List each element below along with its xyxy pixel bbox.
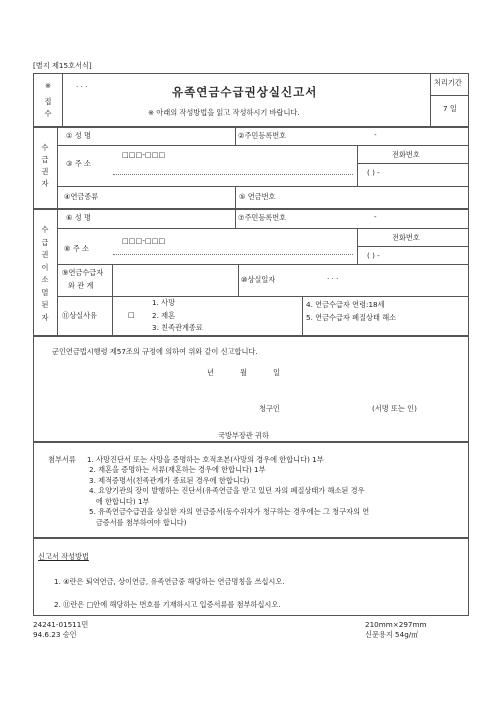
date-day-label: 일: [273, 368, 280, 377]
processing-label: 처리기간: [434, 78, 462, 87]
reason-option-1: 1. 사망: [152, 298, 176, 307]
processing-value: 7 일: [443, 104, 457, 113]
form-label: [별지 제15호서식]: [33, 61, 92, 70]
receipt-label: 접수: [44, 97, 52, 118]
attachment-item: 5. 유족연금수급권을 상실한 자의 연금증서(동수위자가 청구하는 경우에는 그 청구자의 연: [89, 507, 370, 517]
page-title: 유족연금수급권상실신고서: [172, 85, 318, 99]
recipient-rrn-label: ②주민등록번호: [238, 131, 287, 140]
footer-size: 210mm×297mm: [365, 620, 427, 629]
reason-option-5: 5. 연금수급자 폐질상태 해소: [306, 313, 397, 322]
loss-date-field[interactable]: · · ·: [327, 274, 339, 283]
attachments-list: [87, 455, 463, 528]
pension-number-label: ⑤ 연금번호: [239, 192, 276, 201]
attachment-item: 1. 사망진단서 또는 사망을 증명하는 호적초본(사망의 경우에 한합니다) 1부: [87, 455, 324, 464]
loss-reason-checkbox[interactable]: □: [128, 310, 135, 319]
guide-item-2: 2. ⑪란은 □안에 해당하는 번호를 기재하시고 입증서류를 첨부하십시오.: [54, 600, 281, 609]
recipient-name-label: ① 성 명: [66, 131, 91, 140]
receipt-date: · · ·: [76, 82, 88, 91]
recipient-section-label: 수급권자: [41, 143, 49, 188]
lost-rrn-label: ⑦주민등록번호: [238, 213, 287, 222]
lost-postal-boxes[interactable]: □□□-□□□: [122, 236, 166, 245]
recipient-postal-boxes[interactable]: □□□-□□□: [122, 150, 166, 159]
pension-type-label: ④연금종류: [64, 192, 99, 201]
relation-label-1: ⑨연금수급자: [62, 268, 104, 277]
reason-option-3: 3. 친족관계종료: [152, 323, 203, 332]
applicant-label: 청구인: [259, 404, 280, 413]
attachment-item: 2. 재혼을 증명하는 서류(재혼하는 경우에 한합니다) 1부: [89, 465, 266, 475]
footer-approval: 94.6.23 승인: [33, 630, 77, 639]
guide-item-1: 1. ④란은 퇴역연금, 상이연금, 유족연금중 해당하는 연금명칭을 쓰십시오.: [54, 577, 285, 586]
reason-option-2: 2. 재혼: [152, 311, 176, 320]
recipient-address-label: ③ 주 소: [66, 159, 91, 168]
reason-option-4: 4. 연금수급자 연령:18세: [306, 300, 385, 309]
header-box: [33, 73, 469, 127]
lost-phone-field[interactable]: ( ) -: [367, 251, 380, 260]
attachment-item: 에 한합니다) 1부: [89, 496, 150, 506]
footer-code: 24241-01511민: [33, 620, 89, 629]
lost-address-label: ⑧ 주 소: [64, 244, 89, 253]
lost-phone-label: 전화번호: [392, 233, 420, 242]
recipient-rrn-sep: -: [374, 130, 377, 139]
addressee: 국방부장관 귀하: [218, 431, 269, 440]
guide-title: 신고서 작성방법: [38, 552, 89, 561]
attachment-item: 3. 제적증명서(친족관계가 종료된 경우에 한합니다): [89, 475, 250, 485]
lost-rrn-sep: -: [374, 212, 377, 221]
loss-date-label: ⑩상실일자: [241, 275, 276, 284]
attachment-item: 4. 요양기관의 장이 발행하는 진단서(유족연금을 받고 있던 자의 폐질상태가 해소된 경우: [89, 486, 365, 496]
attachment-item: 금증서를 첨부하여야 합니다): [89, 517, 187, 527]
recipient-phone-label: 전화번호: [392, 150, 420, 159]
recipient-phone-field[interactable]: ( ) -: [367, 168, 380, 177]
declaration-text: 군인연금법시행령 제57조의 규정에 의하여 위와 같이 신고합니다.: [52, 347, 258, 356]
footer-paper: 신문용지 54g/㎡: [365, 630, 419, 639]
date-year-label: 년: [207, 368, 214, 377]
lost-name-label: ⑥ 성 명: [66, 213, 91, 222]
form-subtitle: ※ 아래의 작성방법을 읽고 작성하시기 바랍니다.: [148, 108, 300, 117]
attachments-label: 첨부서류: [48, 455, 76, 464]
relation-label-2: 와 관 계: [68, 281, 94, 290]
receipt-stamp: ※: [44, 81, 52, 90]
loss-reason-label: ⑪상실사유: [62, 311, 97, 320]
date-month-label: 월: [240, 368, 247, 377]
lost-section-label: 수급권이소멸된자: [41, 225, 49, 322]
applicant-signature[interactable]: (서명 또는 인): [372, 404, 417, 413]
